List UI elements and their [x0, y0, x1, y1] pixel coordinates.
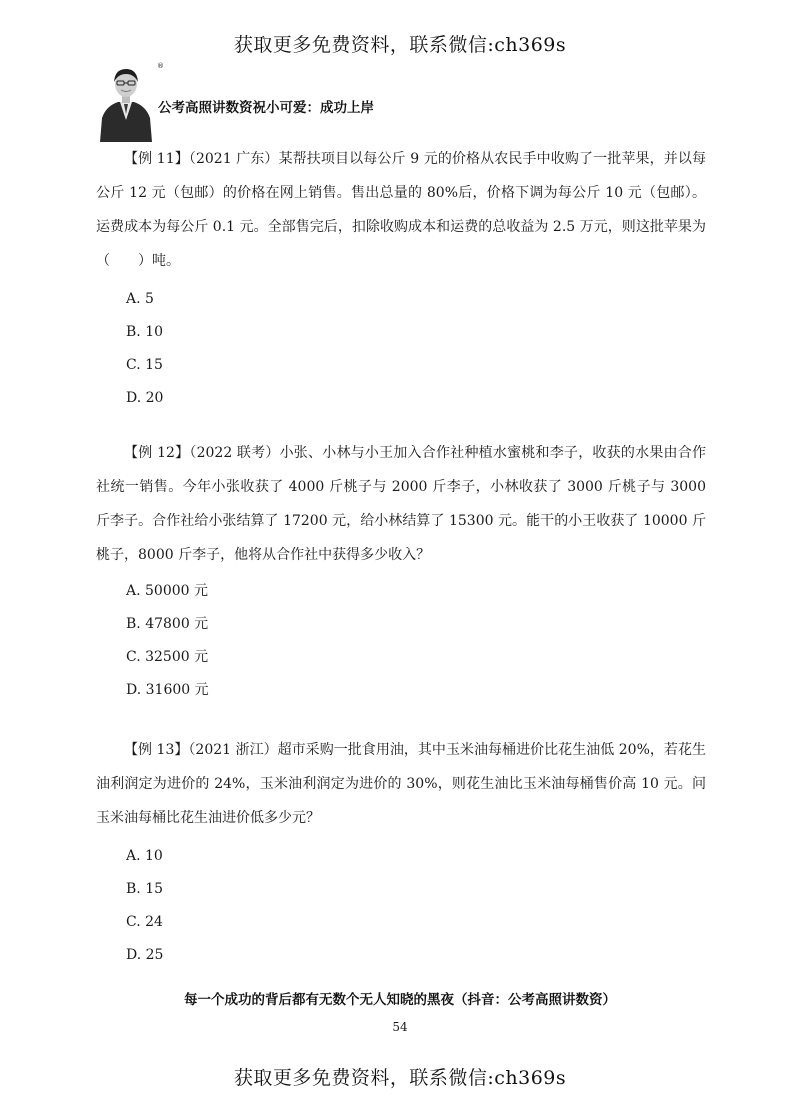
option-c: C. 32500 元	[126, 649, 209, 665]
question-text	[96, 733, 706, 835]
footer-slogan: 每一个成功的背后都有无数个无人知晓的黑夜（抖音：公考高照讲数资）	[184, 992, 616, 1008]
header-caption: 公考高照讲数资祝小可爱：成功上岸	[158, 100, 374, 116]
option-b: B. 47800 元	[126, 616, 209, 632]
option-d: D. 25	[126, 947, 164, 963]
question-source: （2021 浙江）	[188, 742, 278, 758]
question-tag: 【例 11】	[124, 151, 189, 167]
watermark-top: 获取更多免费资料，联系微信:ch369s	[233, 34, 567, 56]
watermark-bottom: 获取更多免费资料，联系微信:ch369s	[233, 1067, 567, 1089]
option-b: B. 15	[126, 881, 164, 897]
question-tag: 【例 12】	[124, 445, 190, 461]
option-a: A. 5	[126, 291, 154, 307]
registered-mark: ®	[157, 62, 164, 70]
teacher-photo	[96, 62, 156, 142]
question-12	[96, 436, 706, 707]
option-d: D. 20	[126, 390, 164, 406]
question-body: 小张、小林与小王加入合作社种植水蜜桃和李子，收获的水果由合作社统一销售。今年小张收获了 4000 斤桃子与 2000 斤李子，小林收获了 3000 斤桃子与 3000 斤李子。合作社给小张结算了 17200 元，给小林结算了 15300 元。能干的小王收获了 10000 斤桃子，8000 斤李子，他将从合作社中获得多少收入？	[96, 445, 706, 563]
question-source: （2021 广东）	[188, 151, 279, 167]
option-a: A. 10	[126, 848, 163, 864]
option-c: C. 15	[126, 357, 163, 373]
page-header	[96, 62, 696, 142]
option-a: A. 50000 元	[126, 583, 208, 599]
question-11	[96, 142, 706, 415]
question-body: 某帮扶项目以每公斤 9 元的价格从农民手中收购了一批苹果，并以每公斤 12 元（包邮）的价格在网上销售。售出总量的 80%后，价格下调为每公斤 10 元（包邮）。运费成本为每公斤 0.1 元。全部售完后，扣除收购成本和运费的总收益为 2.5 万元，则这批苹果为（ ）吨。	[96, 151, 706, 269]
question-text	[96, 142, 706, 278]
question-body: 超市采购一批食用油，其中玉米油每桶进价比花生油低 20%，若花生油利润定为进价的 24%，玉米油利润定为进价的 30%，则花生油比玉米油每桶售价高 10 元。问玉米油每桶比花生油进价低多少元？	[96, 742, 706, 826]
question-13	[96, 733, 706, 972]
answer-options	[96, 575, 706, 707]
option-c: C. 24	[126, 914, 163, 930]
option-d: D. 31600 元	[126, 682, 209, 698]
question-text	[96, 436, 706, 572]
option-b: B. 10	[126, 324, 164, 340]
question-source: （2022 联考）	[189, 445, 280, 461]
question-tag: 【例 13】	[124, 742, 189, 758]
answer-options	[96, 840, 706, 972]
page-number: 54	[392, 1020, 408, 1034]
answer-options	[96, 283, 706, 415]
